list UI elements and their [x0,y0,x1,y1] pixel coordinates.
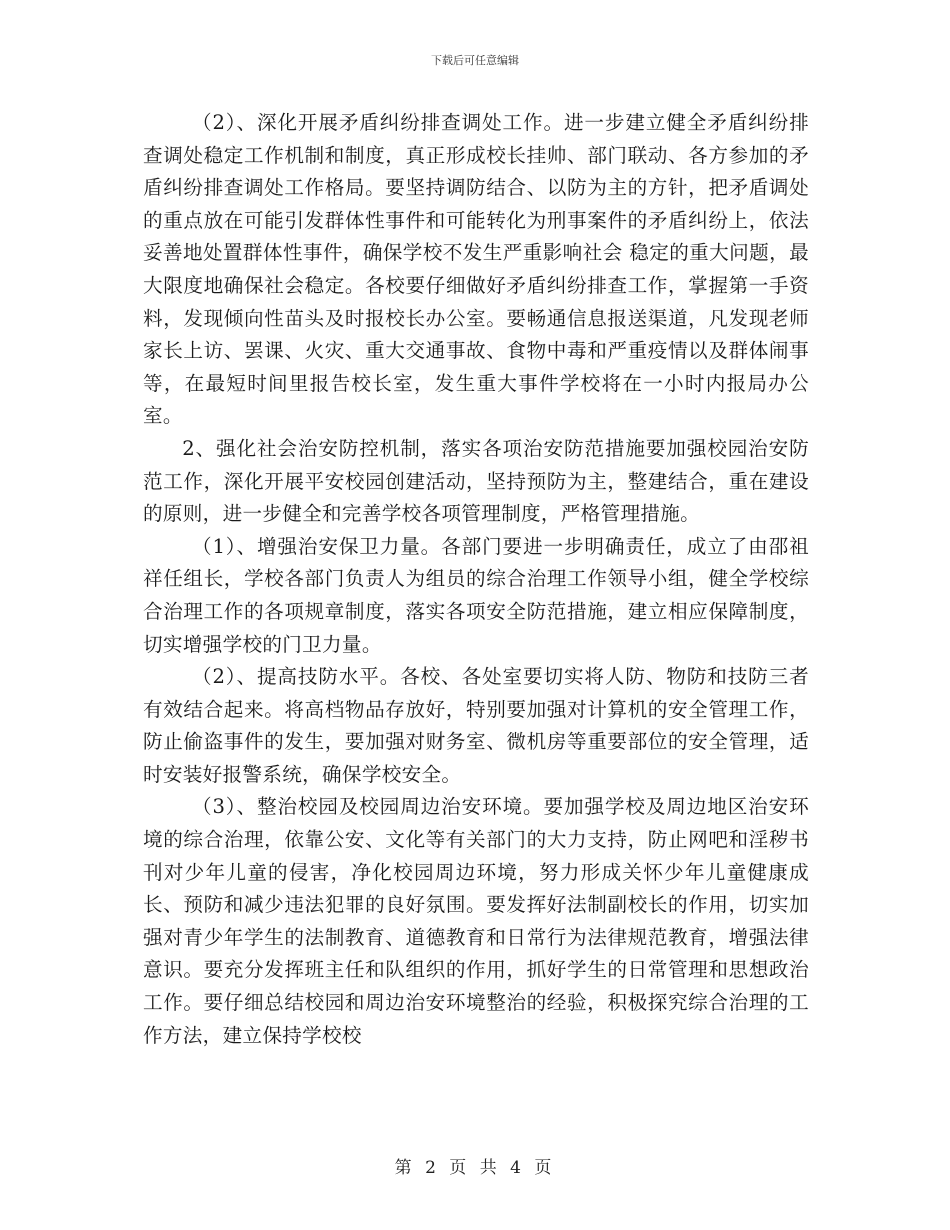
page-header: 下载后可任意编辑 [431,54,519,67]
paragraph-dispute-resolution: （2）、深化开展矛盾纠纷排查调处工作。进一步建立健全矛盾纠纷排查调处稳定工作机制和制度，真正形成校长挂帅、部门联动、各方参加的矛盾纠纷排查调处工作格局。要坚持调防结合、以防为主的方针，把矛盾调处的重点放在可能引发群体性事件和可能转化为刑事案件的矛盾纠纷上，依法妥善地处置群体性事件，确保学校不发生严重影响社会 稳定的重大问题，最大限度地确保社会稳定。各校要仔细做好矛盾纠纷排查工作，掌握第一手资料，发现倾向性苗头及时报校长办公室。要畅通信息报送渠道，凡发现老师家长上访、罢课、火灾、重大交通事故、食物中毒和严重疫情以及群体闹事等，在最短时间里报告校长室，发生重大事件学校将在一小时内报局办公室。 [143,111,809,428]
paragraph-security-force: （1）、增强治安保卫力量。各部门要进一步明确责任，成立了由邵祖祥任组长，学校各部门负责人为组员的综合治理工作领导小组，健全学校综合治理工作的各项规章制度，落实各项安全防范措施，建立相应保障制度，切实增强学校的门卫力量。 [143,534,809,656]
paragraph-security-mechanism: 2、强化社会治安防控机制，落实各项治安防范措施要加强校园治安防范工作，深化开展平安校园创建活动，坚持预防为主，整建结合，重在建设的原则，进一步健全和完善学校各项管理制度，严格管理措施。 [143,436,809,526]
document-body [143,107,809,1052]
page-number: 第 2 页 共 4 页 [394,1158,556,1178]
paragraph-campus-environment: （3）、整治校园及校园周边治安环境。要加强学校及周边地区治安环境的综合治理，依靠公安、文化等有关部门的大力支持，防止网吧和淫秽书刊对少年儿童的侵害，净化校园周边环境，努力形成关怀少年儿童健康成长、预防和减少违法犯罪的良好氛围。要发挥好法制副校长的作用，切实加强对青少年学生的法制教育、道德教育和日常行为法律规范教育，增强法律意识。要充分发挥班主任和队组织的作用，抓好学生的日常管理和思想政治工作。要仔细总结校园和周边治安环境整治的经验，积极探究综合治理的工作方法，建立保持学校校 [143,795,809,1047]
paragraph-tech-defense: （2）、提高技防水平。各校、各处室要切实将人防、物防和技防三者有效结合起来。将高档物品存放好，特别要加强对计算机的安全管理工作，防止偷盗事件的发生，要加强对财务室、微机房等重要部位的安全管理，适时安装好报警系统，确保学校安全。 [143,665,809,786]
